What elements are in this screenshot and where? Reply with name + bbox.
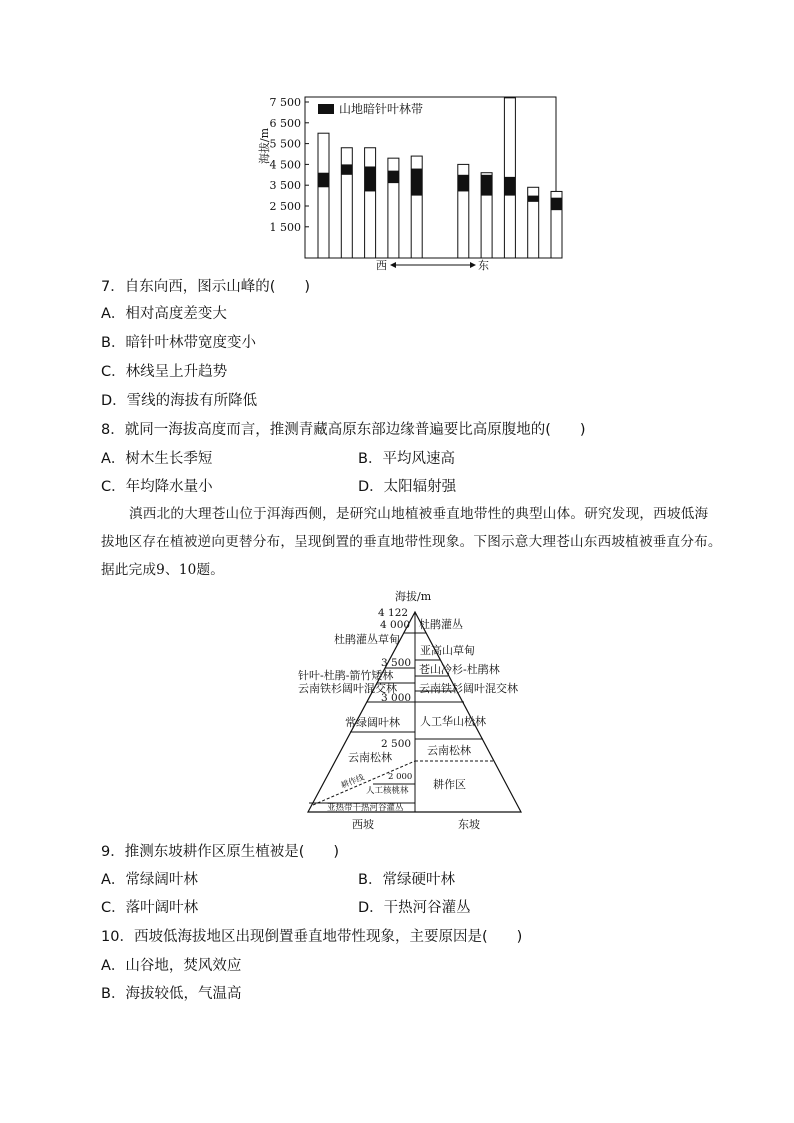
q7-option-d[interactable]: D．雪线的海拔有所降低	[101, 393, 258, 409]
y-tick-label: 6 500	[269, 116, 301, 130]
elevation-bar-chart	[0, 0, 794, 280]
elev-4122: 4 122	[378, 607, 409, 619]
arrow-head-west	[390, 262, 396, 268]
passage-line-3: 据此完成9、10题。	[101, 562, 225, 578]
diagram-axis-label: 海拔/m	[395, 590, 432, 603]
q8-option-d[interactable]: D．太阳辐射强	[358, 479, 457, 495]
west-zone-2: 针叶-杜鹃-箭竹矮林	[298, 669, 394, 682]
q8-option-c[interactable]: C．年均降水量小	[101, 479, 213, 495]
dark-conifer-band	[528, 196, 539, 202]
legend-label: 山地暗针叶林带	[339, 102, 424, 116]
q10-option-a[interactable]: A．山谷地，焚风效应	[101, 958, 242, 974]
east-zone-2: 亚高山草甸	[420, 644, 475, 657]
cultivation-line	[313, 761, 415, 805]
dark-conifer-band	[388, 171, 399, 183]
q7-option-b[interactable]: B．暗针叶林带宽度变小	[101, 335, 256, 351]
q7-stem: 7．自东向西，图示山峰的( )	[101, 279, 311, 295]
dark-conifer-band	[481, 175, 492, 196]
x-label-west: 西	[376, 259, 387, 272]
passage	[101, 500, 741, 584]
y-axis-label: 海拔/m	[258, 127, 271, 165]
east-zone-4: 云南铁杉阔叶混交林	[419, 682, 518, 695]
arrow-head-east	[470, 262, 476, 268]
west-zone-1: 杜鹃灌丛草甸	[334, 633, 400, 646]
east-zone-7: 耕作区	[433, 778, 466, 791]
elev-3000: 3 000	[381, 692, 412, 704]
q7-option-c[interactable]: C．林线呈上升趋势	[101, 364, 228, 380]
east-zone-3: 苍山冷杉-杜鹃林	[419, 663, 500, 676]
legend-swatch	[318, 104, 334, 114]
dark-conifer-band	[458, 175, 469, 192]
elev-2000: 2 000	[388, 772, 413, 782]
y-tick-label: 3 500	[269, 179, 301, 193]
dark-conifer-band	[341, 164, 352, 174]
dark-conifer-band	[551, 198, 562, 210]
q9-option-b[interactable]: B．常绿硬叶林	[358, 872, 455, 888]
mountain-peak-bar	[365, 148, 376, 258]
west-zone-8: 亚热带干热河谷灌丛	[327, 803, 404, 813]
y-tick-label: 7 500	[269, 96, 301, 109]
west-zone-7: 人工核桃林	[366, 786, 409, 796]
east-slope-label: 东坡	[458, 818, 480, 831]
q10-stem: 10．西坡低海拔地区出现倒置垂直地带性现象，主要原因是( )	[101, 929, 523, 945]
mountain-peak-bar	[318, 133, 329, 258]
y-tick-label: 5 500	[269, 137, 301, 151]
x-label-east: 东	[478, 259, 489, 272]
vegetation-diagram	[0, 580, 794, 840]
elev-3500: 3 500	[381, 657, 412, 669]
y-tick-label: 2 500	[269, 200, 301, 213]
west-zone-3: 云南铁杉阔叶混交林	[298, 682, 397, 695]
q10-option-b[interactable]: B．海拔较低，气温高	[101, 986, 242, 1002]
dark-conifer-band	[411, 169, 422, 196]
east-zone-1: 杜鹃灌丛	[419, 618, 463, 631]
passage-line-2: 拔地区存在植被逆向更替分布，呈现倒置的垂直地带性现象。下图示意大理苍山东西坡植被垂直分布。	[101, 534, 722, 550]
dark-conifer-band	[504, 177, 515, 196]
east-zone-6: 云南松林	[427, 744, 471, 757]
elev-2500: 2 500	[381, 738, 412, 750]
mountain-peak-bar	[341, 148, 352, 258]
west-zone-4: 常绿阔叶林	[345, 716, 400, 729]
q9-option-d[interactable]: D．干热河谷灌丛	[358, 900, 471, 916]
q9-stem: 9．推测东坡耕作区原生植被是( )	[101, 844, 340, 860]
dark-conifer-band	[365, 166, 376, 191]
q7-option-a[interactable]: A．相对高度差变大	[101, 306, 227, 322]
q9-option-c[interactable]: C．落叶阔叶林	[101, 900, 199, 916]
y-tick-label: 1 500	[269, 220, 301, 234]
east-zone-5: 人工华山松林	[420, 715, 486, 728]
q9-option-a[interactable]: A．常绿阔叶林	[101, 872, 198, 888]
y-tick-label: 4 500	[269, 158, 301, 172]
passage-line-1: 滇西北的大理苍山位于洱海西侧，是研究山地植被垂直地带性的典型山体。研究发现，西坡低海	[129, 506, 709, 522]
dark-conifer-band	[318, 173, 329, 188]
elev-4000: 4 000	[380, 619, 411, 631]
q8-stem: 8．就同一海拔高度而言，推测青藏高原东部边缘普遍要比高原腹地的( )	[101, 422, 586, 438]
q8-option-b[interactable]: B．平均风速高	[358, 451, 455, 467]
west-zone-6: 耕作线	[339, 772, 366, 791]
q8-option-a[interactable]: A．树木生长季短	[101, 451, 213, 467]
west-zone-5: 云南松林	[348, 751, 392, 764]
west-slope-label: 西坡	[352, 818, 374, 831]
